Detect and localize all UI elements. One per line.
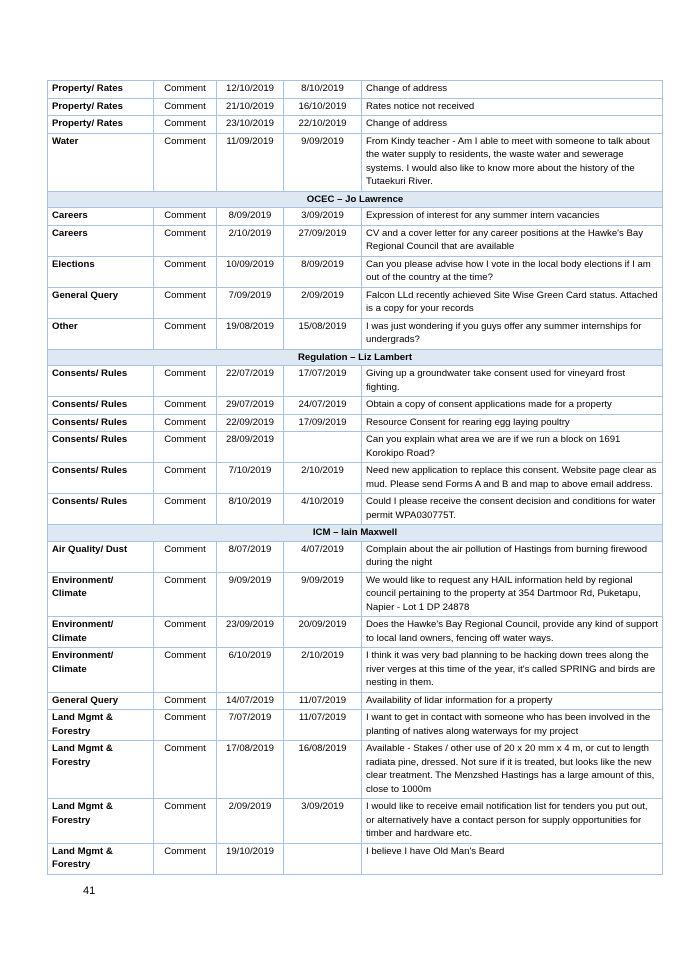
type-cell: Comment xyxy=(154,572,217,617)
description-cell: Can you explain what area we are if we run a block on 1691 Korokipo Road? xyxy=(362,432,663,463)
logged-date-cell: 8/10/2019 xyxy=(284,81,362,99)
table-row xyxy=(48,648,663,693)
logged-date-cell: 3/09/2019 xyxy=(284,799,362,844)
category-cell: General Query xyxy=(48,692,154,710)
table-row xyxy=(48,541,663,572)
type-cell: Comment xyxy=(154,843,217,874)
type-cell: Comment xyxy=(154,692,217,710)
category-cell: Consents/ Rules xyxy=(48,432,154,463)
logged-date-cell: 4/07/2019 xyxy=(284,541,362,572)
table-row xyxy=(48,256,663,287)
received-date-cell: 28/09/2019 xyxy=(217,432,284,463)
description-cell: From Kindy teacher - Am I able to meet with someone to talk about the water supply to residents, the waste water and sewerage systems. I would also like to know more about the history of the Tutaekuri River. xyxy=(362,133,663,191)
received-date-cell: 21/10/2019 xyxy=(217,98,284,116)
description-cell: Expression of interest for any summer intern vacancies xyxy=(362,208,663,226)
table-row xyxy=(48,98,663,116)
type-cell: Comment xyxy=(154,397,217,415)
category-cell: Land Mgmt & Forestry xyxy=(48,799,154,844)
section-header-row xyxy=(48,349,663,366)
received-date-cell: 12/10/2019 xyxy=(217,81,284,99)
received-date-cell: 23/10/2019 xyxy=(217,116,284,134)
table-row xyxy=(48,710,663,741)
received-date-cell: 23/09/2019 xyxy=(217,617,284,648)
category-cell: Consents/ Rules xyxy=(48,414,154,432)
type-cell: Comment xyxy=(154,256,217,287)
received-date-cell: 8/10/2019 xyxy=(217,494,284,525)
received-date-cell: 22/09/2019 xyxy=(217,414,284,432)
received-date-cell: 10/09/2019 xyxy=(217,256,284,287)
received-date-cell: 7/09/2019 xyxy=(217,287,284,318)
category-cell: Land Mgmt & Forestry xyxy=(48,741,154,799)
table-row xyxy=(48,208,663,226)
description-cell: I was just wondering if you guys offer any summer internships for undergrads? xyxy=(362,318,663,349)
type-cell: Comment xyxy=(154,318,217,349)
category-cell: Environment/ Climate xyxy=(48,572,154,617)
type-cell: Comment xyxy=(154,116,217,134)
enquiries-table xyxy=(47,80,663,875)
table-row xyxy=(48,225,663,256)
logged-date-cell: 24/07/2019 xyxy=(284,397,362,415)
description-cell: I want to get in contact with someone who has been involved in the planting of natives along waterways for my project xyxy=(362,710,663,741)
category-cell: Environment/ Climate xyxy=(48,617,154,648)
table-row xyxy=(48,81,663,99)
logged-date-cell: 17/07/2019 xyxy=(284,366,362,397)
section-title: Regulation – Liz Lambert xyxy=(48,349,663,366)
logged-date-cell: 2/10/2019 xyxy=(284,463,362,494)
logged-date-cell xyxy=(284,432,362,463)
description-cell: Giving up a groundwater take consent used for vineyard frost fighting. xyxy=(362,366,663,397)
table-row xyxy=(48,494,663,525)
category-cell: Property/ Rates xyxy=(48,98,154,116)
type-cell: Comment xyxy=(154,710,217,741)
table-row xyxy=(48,287,663,318)
received-date-cell: 9/09/2019 xyxy=(217,572,284,617)
category-cell: Consents/ Rules xyxy=(48,397,154,415)
type-cell: Comment xyxy=(154,287,217,318)
type-cell: Comment xyxy=(154,366,217,397)
section-title: OCEC – Jo Lawrence xyxy=(48,191,663,208)
description-cell: Does the Hawke's Bay Regional Council, provide any kind of support to local land owners, fencing off water ways. xyxy=(362,617,663,648)
description-cell: Could I please receive the consent decision and conditions for water permit WPA030775T. xyxy=(362,494,663,525)
type-cell: Comment xyxy=(154,617,217,648)
category-cell: Property/ Rates xyxy=(48,116,154,134)
description-cell: I believe I have Old Man's Beard xyxy=(362,843,663,874)
type-cell: Comment xyxy=(154,648,217,693)
category-cell: Careers xyxy=(48,225,154,256)
category-cell: Water xyxy=(48,133,154,191)
type-cell: Comment xyxy=(154,432,217,463)
description-cell: I think it was very bad planning to be hacking down trees along the river verges at this time of the year, it's called SPRING and birds are nesting in them. xyxy=(362,648,663,693)
type-cell: Comment xyxy=(154,494,217,525)
description-cell: Obtain a copy of consent applications made for a property xyxy=(362,397,663,415)
description-cell: We would like to request any HAIL information held by regional council pertaining to the property at 354 Dartmoor Rd, Puketapu, Napier - Lot 1 DP 24878 xyxy=(362,572,663,617)
type-cell: Comment xyxy=(154,98,217,116)
received-date-cell: 29/07/2019 xyxy=(217,397,284,415)
received-date-cell: 19/08/2019 xyxy=(217,318,284,349)
table-row xyxy=(48,397,663,415)
received-date-cell: 6/10/2019 xyxy=(217,648,284,693)
table-row xyxy=(48,741,663,799)
received-date-cell: 17/08/2019 xyxy=(217,741,284,799)
category-cell: Environment/ Climate xyxy=(48,648,154,693)
category-cell: Other xyxy=(48,318,154,349)
description-cell: Falcon LLd recently achieved Site Wise Green Card status. Attached is a copy for your records xyxy=(362,287,663,318)
type-cell: Comment xyxy=(154,463,217,494)
logged-date-cell: 8/09/2019 xyxy=(284,256,362,287)
logged-date-cell: 2/10/2019 xyxy=(284,648,362,693)
logged-date-cell: 16/10/2019 xyxy=(284,98,362,116)
logged-date-cell: 17/09/2019 xyxy=(284,414,362,432)
table-row xyxy=(48,463,663,494)
type-cell: Comment xyxy=(154,81,217,99)
logged-date-cell: 9/09/2019 xyxy=(284,572,362,617)
description-cell: Rates notice not received xyxy=(362,98,663,116)
description-cell: Complain about the air pollution of Hastings from burning firewood during the night xyxy=(362,541,663,572)
table-row xyxy=(48,799,663,844)
category-cell: Consents/ Rules xyxy=(48,366,154,397)
type-cell: Comment xyxy=(154,225,217,256)
table-row xyxy=(48,432,663,463)
logged-date-cell: 22/10/2019 xyxy=(284,116,362,134)
description-cell: Availability of lidar information for a property xyxy=(362,692,663,710)
page-number: 41 xyxy=(83,885,96,897)
description-cell: CV and a cover letter for any career positions at the Hawke's Bay Regional Council that are available xyxy=(362,225,663,256)
logged-date-cell: 2/09/2019 xyxy=(284,287,362,318)
type-cell: Comment xyxy=(154,414,217,432)
received-date-cell: 8/09/2019 xyxy=(217,208,284,226)
received-date-cell: 22/07/2019 xyxy=(217,366,284,397)
category-cell: Property/ Rates xyxy=(48,81,154,99)
category-cell: Land Mgmt & Forestry xyxy=(48,710,154,741)
description-cell: Need new application to replace this consent. Website page clear as mud. Please send Forms A and B and map to above email address. xyxy=(362,463,663,494)
received-date-cell: 8/07/2019 xyxy=(217,541,284,572)
description-cell: I would like to receive email notification list for tenders you put out, or alternatively have a contact person for supply opportunities for timber and hardware etc. xyxy=(362,799,663,844)
logged-date-cell: 16/08/2019 xyxy=(284,741,362,799)
table-row xyxy=(48,414,663,432)
table-row xyxy=(48,116,663,134)
type-cell: Comment xyxy=(154,741,217,799)
category-cell: Careers xyxy=(48,208,154,226)
category-cell: General Query xyxy=(48,287,154,318)
logged-date-cell: 4/10/2019 xyxy=(284,494,362,525)
type-cell: Comment xyxy=(154,208,217,226)
table-row xyxy=(48,318,663,349)
received-date-cell: 2/09/2019 xyxy=(217,799,284,844)
logged-date-cell: 3/09/2019 xyxy=(284,208,362,226)
received-date-cell: 11/09/2019 xyxy=(217,133,284,191)
received-date-cell: 7/10/2019 xyxy=(217,463,284,494)
category-cell: Consents/ Rules xyxy=(48,463,154,494)
logged-date-cell: 9/09/2019 xyxy=(284,133,362,191)
type-cell: Comment xyxy=(154,799,217,844)
table-row xyxy=(48,133,663,191)
description-cell: Resource Consent for rearing egg laying poultry xyxy=(362,414,663,432)
description-cell: Can you please advise how I vote in the local body elections if I am out of the country at the time? xyxy=(362,256,663,287)
category-cell: Land Mgmt & Forestry xyxy=(48,843,154,874)
logged-date-cell xyxy=(284,843,362,874)
received-date-cell: 2/10/2019 xyxy=(217,225,284,256)
logged-date-cell: 27/09/2019 xyxy=(284,225,362,256)
category-cell: Air Quality/ Dust xyxy=(48,541,154,572)
received-date-cell: 14/07/2019 xyxy=(217,692,284,710)
table-row xyxy=(48,572,663,617)
table-row xyxy=(48,692,663,710)
table-row xyxy=(48,843,663,874)
logged-date-cell: 11/07/2019 xyxy=(284,710,362,741)
section-header-row xyxy=(48,525,663,542)
section-header-row xyxy=(48,191,663,208)
description-cell: Available - Stakes / other use of 20 x 20 mm x 4 m, or cut to length radiata pine, dressed. Not sure if it is treated, but looks like the new clear treatment. The Menzshed Hastings has a large amount of this, close to 1000m xyxy=(362,741,663,799)
type-cell: Comment xyxy=(154,541,217,572)
received-date-cell: 7/07/2019 xyxy=(217,710,284,741)
section-title: ICM – Iain Maxwell xyxy=(48,525,663,542)
logged-date-cell: 15/08/2019 xyxy=(284,318,362,349)
description-cell: Change of address xyxy=(362,116,663,134)
category-cell: Consents/ Rules xyxy=(48,494,154,525)
received-date-cell: 19/10/2019 xyxy=(217,843,284,874)
description-cell: Change of address xyxy=(362,81,663,99)
table-row xyxy=(48,617,663,648)
category-cell: Elections xyxy=(48,256,154,287)
type-cell: Comment xyxy=(154,133,217,191)
logged-date-cell: 11/07/2019 xyxy=(284,692,362,710)
table-row xyxy=(48,366,663,397)
logged-date-cell: 20/09/2019 xyxy=(284,617,362,648)
